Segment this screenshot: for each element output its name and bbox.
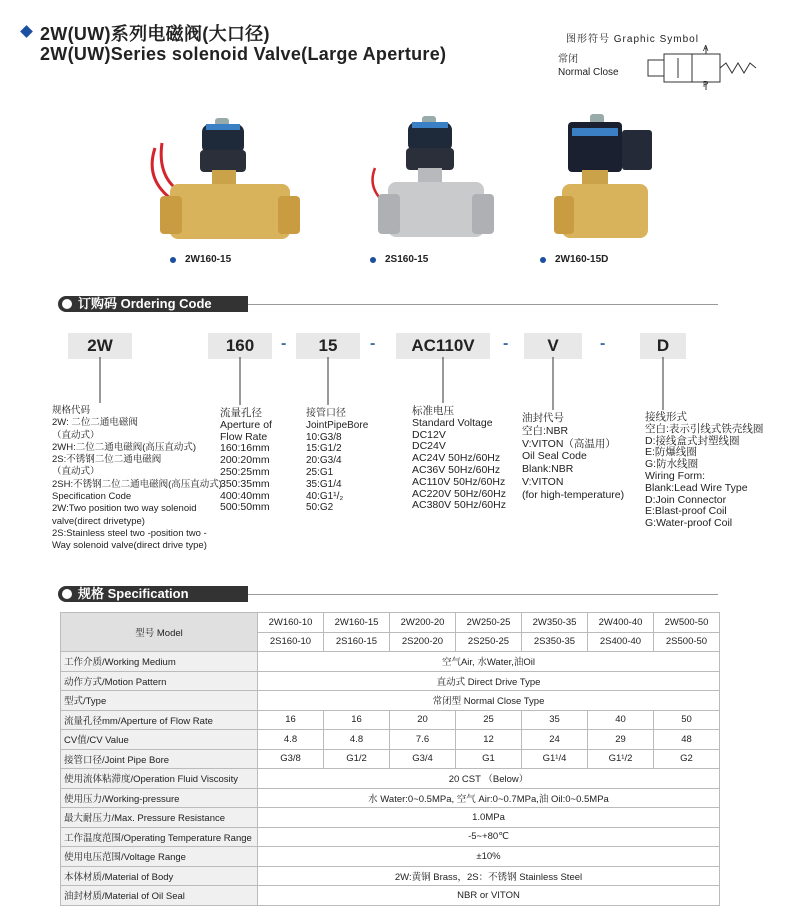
heading-bullet-icon bbox=[62, 299, 72, 309]
port-p-label: P bbox=[703, 80, 709, 89]
ordering-line: D:Join Connector bbox=[645, 493, 727, 506]
ordering-line: AC110V 50Hz/60Hz bbox=[412, 475, 506, 488]
port-a-label: A bbox=[703, 44, 709, 53]
table-cell: 12 bbox=[456, 730, 522, 750]
row-label: 工作温度范围/Operating Temperature Range bbox=[61, 827, 258, 847]
row-label: 型式/Type bbox=[61, 691, 258, 711]
table-cell: 50 bbox=[654, 710, 720, 730]
product-bullet-icon bbox=[170, 257, 176, 263]
ordering-line: E:防爆线圈 bbox=[645, 446, 697, 459]
table-cell: G1¹/2 bbox=[588, 749, 654, 769]
table-cell: 40 bbox=[588, 710, 654, 730]
ordering-line: DC24V bbox=[412, 440, 446, 453]
ordering-line: Oil Seal Code bbox=[522, 450, 587, 463]
row-label: 流量孔径mm/Aperture of Flow Rate bbox=[61, 710, 258, 730]
ordering-line: (for high-temperature) bbox=[522, 488, 625, 501]
code-box-aperture: 160 bbox=[208, 333, 272, 359]
valve-image-2w160-15d bbox=[550, 108, 670, 253]
product-bullet-icon bbox=[540, 257, 546, 263]
graphic-symbol-en: Normal Close bbox=[558, 67, 619, 78]
row-label: 使用压力/Working-pressure bbox=[61, 788, 258, 808]
table-cell: G3/8 bbox=[258, 749, 324, 769]
graphic-symbol-cn: 常闭 bbox=[558, 54, 578, 65]
ordering-line: 25:G1 bbox=[306, 466, 334, 478]
ordering-line: 空白:表示引线式铁壳线圈 bbox=[645, 422, 764, 435]
divider bbox=[248, 304, 718, 305]
ordering-line: 2S:Stainless steel two -position two - bbox=[52, 527, 207, 539]
graphic-symbol-title: 图形符号 Graphic Symbol bbox=[566, 34, 699, 45]
code-dash: - bbox=[281, 335, 287, 352]
ordering-line: AC220V 50Hz/60Hz bbox=[412, 487, 506, 500]
product-label: 2W160-15 bbox=[185, 254, 232, 265]
table-row bbox=[61, 730, 720, 750]
row-label: 使用电压范围/Voltage Range bbox=[61, 847, 258, 867]
table-cell: 48 bbox=[654, 730, 720, 750]
table-row bbox=[61, 866, 720, 886]
spec-code-column bbox=[52, 405, 222, 553]
valve-image-2w160-15 bbox=[140, 108, 310, 253]
code-box-voltage: AC110V bbox=[396, 333, 490, 359]
ordering-line: 20:G3/4 bbox=[306, 455, 342, 467]
model-cell: 2W350-35 bbox=[522, 613, 588, 633]
ordering-line: （直动式） bbox=[52, 429, 100, 441]
ordering-line: AC36V 50Hz/60Hz bbox=[412, 463, 501, 476]
ordering-line: 油封代号 bbox=[522, 412, 564, 424]
model-cell: 2S350-35 bbox=[522, 632, 588, 652]
ordering-line: 2S:不锈钢二位二通电磁阀 bbox=[52, 454, 162, 466]
ordering-line: Blank:Lead Wire Type bbox=[645, 481, 748, 494]
table-cell: G2 bbox=[654, 749, 720, 769]
ordering-line: （直动式） bbox=[52, 466, 100, 478]
ordering-line: 15:G1/2 bbox=[306, 443, 342, 455]
table-row bbox=[61, 671, 720, 691]
code-dash: - bbox=[370, 335, 376, 352]
model-cell: 2S400-40 bbox=[588, 632, 654, 652]
ordering-line: E:Blast-proof Coil bbox=[645, 505, 727, 518]
table-cell: 1.0MPa bbox=[258, 808, 720, 828]
row-label: 最大耐压力/Max. Pressure Resistance bbox=[61, 808, 258, 828]
code-dash: - bbox=[503, 335, 509, 352]
ordering-line: V:VITON（高温用） bbox=[522, 437, 616, 450]
ordering-line: DC12V bbox=[412, 428, 446, 441]
ordering-line: Flow Rate bbox=[220, 430, 268, 443]
ordering-line: G:防水线圈 bbox=[645, 458, 699, 471]
table-row bbox=[61, 769, 720, 789]
ordering-line: 250:25mm bbox=[220, 465, 270, 478]
model-cell: 2W250-25 bbox=[456, 613, 522, 633]
table-cell: 24 bbox=[522, 730, 588, 750]
ordering-line: 规格代码 bbox=[52, 405, 91, 416]
table-cell: NBR or VITON bbox=[258, 886, 720, 906]
row-label: 动作方式/Motion Pattern bbox=[61, 671, 258, 691]
table-row bbox=[61, 808, 720, 828]
table-row bbox=[61, 652, 720, 672]
ordering-line: valve(direct drivetype) bbox=[52, 515, 145, 527]
ordering-line: Standard Voltage bbox=[412, 416, 493, 429]
aperture-column bbox=[220, 408, 272, 514]
code-box-bore: 15 bbox=[296, 333, 360, 359]
table-cell: 常闭型 Normal Close Type bbox=[258, 691, 720, 711]
ordering-line: JointPipeBore bbox=[306, 419, 369, 431]
row-label: 使用流体粘滞度/Operation Fluid Viscosity bbox=[61, 769, 258, 789]
table-cell: G3/4 bbox=[390, 749, 456, 769]
specification-table bbox=[60, 612, 720, 906]
specification-heading: 规格 Specification bbox=[58, 586, 248, 602]
table-row bbox=[61, 788, 720, 808]
ordering-line: 350:35mm bbox=[220, 477, 270, 490]
bore-column bbox=[306, 408, 368, 514]
ordering-line: 接管口径 bbox=[306, 408, 346, 419]
table-cell: 20 bbox=[390, 710, 456, 730]
ordering-line: 50:G2 bbox=[306, 502, 334, 514]
table-row bbox=[61, 749, 720, 769]
title-cn: 2W(UW)系列电磁阀(大口径) bbox=[40, 24, 270, 44]
ordering-line: Way solenoid valve(direct drive type) bbox=[52, 540, 207, 552]
ordering-line: AC24V 50Hz/60Hz bbox=[412, 452, 501, 465]
ordering-line: AC380V 50Hz/60Hz bbox=[412, 499, 506, 512]
table-cell: 4.8 bbox=[324, 730, 390, 750]
table-row bbox=[61, 613, 720, 633]
table-row bbox=[61, 886, 720, 906]
table-cell: 4.8 bbox=[258, 730, 324, 750]
ordering-line: 2W: 二位二通电磁阀 bbox=[52, 417, 138, 429]
model-cell: 2S160-15 bbox=[324, 632, 390, 652]
ordering-line: Blank:NBR bbox=[522, 463, 574, 476]
ordering-line: 标准电压 bbox=[412, 405, 454, 417]
ordering-line: 2W:Two position two way solenoid bbox=[52, 503, 197, 515]
row-label: 工作介质/Working Medium bbox=[61, 652, 258, 672]
ordering-line: Aperture of bbox=[220, 418, 272, 431]
product-bullet-icon bbox=[370, 257, 376, 263]
model-cell: 2W200-20 bbox=[390, 613, 456, 633]
table-cell: 25 bbox=[456, 710, 522, 730]
ordering-line: 2SH:不锈钢二位二通电磁阀(高压直动式) bbox=[52, 478, 222, 490]
ordering-line: 2WH:二位二通电磁阀(高压直动式) bbox=[52, 441, 197, 453]
ordering-line: Wiring Form: bbox=[645, 469, 706, 482]
model-cell: 2S160-10 bbox=[258, 632, 324, 652]
ordering-code-heading: 订购码 Ordering Code bbox=[58, 296, 248, 312]
ordering-line: 接线形式 bbox=[645, 411, 687, 423]
row-label: CV值/CV Value bbox=[61, 730, 258, 750]
table-cell: G1¹/4 bbox=[522, 749, 588, 769]
table-row bbox=[61, 827, 720, 847]
model-cell: 2S200-20 bbox=[390, 632, 456, 652]
ordering-line: V:VITON bbox=[522, 475, 564, 488]
ordering-line: G:Water-proof Coil bbox=[645, 517, 733, 530]
ordering-line: 流量孔径 bbox=[220, 407, 262, 419]
table-cell: 20 CST （Below） bbox=[258, 769, 720, 789]
ordering-line: 200:20mm bbox=[220, 454, 270, 467]
ordering-line: 35:G1/4 bbox=[306, 478, 342, 490]
table-row bbox=[61, 691, 720, 711]
ordering-line: 160:16mm bbox=[220, 442, 270, 455]
model-cell: 2W160-10 bbox=[258, 613, 324, 633]
ordering-line: 10:G3/8 bbox=[306, 431, 342, 443]
table-cell: -5~+80℃ bbox=[258, 827, 720, 847]
product-label: 2S160-15 bbox=[385, 254, 429, 265]
model-cell: 2S250-25 bbox=[456, 632, 522, 652]
table-cell: ±10% bbox=[258, 847, 720, 867]
row-label: 接管口径/Joint Pipe Bore bbox=[61, 749, 258, 769]
table-cell: 水 Water:0~0.5MPa, 空气 Air:0~0.7MPa,油 Oil:0~0.5MPa bbox=[258, 788, 720, 808]
ordering-line: 40:G1¹/₂ bbox=[306, 490, 344, 502]
model-cell: 2S500-50 bbox=[654, 632, 720, 652]
model-header: 型号 Model bbox=[61, 613, 258, 652]
table-cell: 7.6 bbox=[390, 730, 456, 750]
table-cell: G1 bbox=[456, 749, 522, 769]
table-cell: G1/2 bbox=[324, 749, 390, 769]
table-row bbox=[61, 847, 720, 867]
table-cell: 35 bbox=[522, 710, 588, 730]
heading-bullet-icon bbox=[62, 589, 72, 599]
oil-seal-column bbox=[522, 412, 624, 502]
table-cell: 空气Air, 水Water,油Oil bbox=[258, 652, 720, 672]
code-dash: - bbox=[600, 335, 606, 352]
ordering-line: Specification Code bbox=[52, 491, 132, 503]
code-box-series: 2W bbox=[68, 333, 132, 359]
table-cell: 16 bbox=[324, 710, 390, 730]
model-cell: 2W400-40 bbox=[588, 613, 654, 633]
ordering-line: D:接线盒式封塑线圈 bbox=[645, 434, 740, 447]
title-en: 2W(UW)Series solenoid Valve(Large Aperture) bbox=[40, 44, 447, 64]
row-label: 油封材质/Material of Oil Seal bbox=[61, 886, 258, 906]
product-label: 2W160-15D bbox=[555, 254, 609, 265]
ordering-line: 空白:NBR bbox=[522, 424, 569, 437]
valve-image-2s160-15 bbox=[350, 108, 500, 253]
ordering-line: 400:40mm bbox=[220, 489, 270, 502]
wiring-column bbox=[645, 412, 763, 530]
code-box-wiring: D bbox=[640, 333, 686, 359]
divider bbox=[248, 594, 718, 595]
table-row bbox=[61, 710, 720, 730]
table-cell: 29 bbox=[588, 730, 654, 750]
table-cell: 16 bbox=[258, 710, 324, 730]
table-cell: 2W:黄铜 Brass，2S：不锈钢 Stainless Steel bbox=[258, 866, 720, 886]
voltage-column bbox=[412, 406, 506, 512]
table-cell: 直动式 Direct Drive Type bbox=[258, 671, 720, 691]
model-cell: 2W160-15 bbox=[324, 613, 390, 633]
title-bullet-icon bbox=[20, 25, 33, 38]
model-cell: 2W500-50 bbox=[654, 613, 720, 633]
ordering-line: 500:50mm bbox=[220, 501, 270, 514]
row-label: 本体材质/Material of Body bbox=[61, 866, 258, 886]
code-box-oil-seal: V bbox=[524, 333, 582, 359]
